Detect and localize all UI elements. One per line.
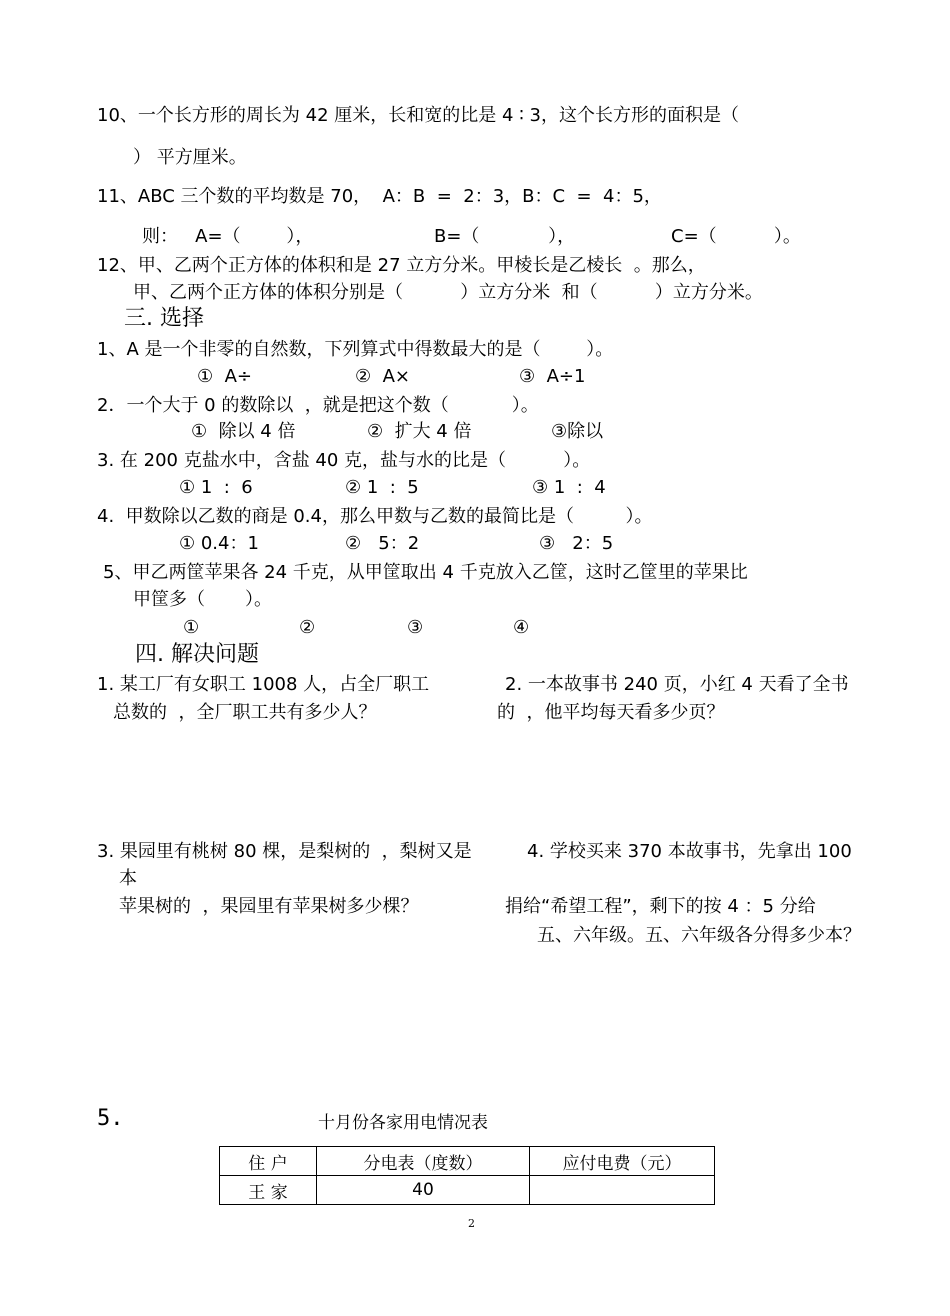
table-header-row [220, 1147, 715, 1176]
s4-p4-line2: 捐给“希望工程”，剩下的按 4 ：5 分给 [505, 896, 816, 917]
header-fee: 应付电费（元） [530, 1147, 715, 1176]
q10-line2: ） 平方厘米。 [133, 147, 247, 168]
s3-q5-option1: ① [183, 617, 200, 638]
s3-q3-option2: ② 1 : 5 [345, 477, 419, 498]
s4-p1-line1: 1. 某工厂有女职工 1008 人，占全厂职工 [97, 674, 430, 695]
s3-q2-option1: ① 除以 4 倍 [191, 421, 296, 442]
s3-q2-option2: ② 扩大 4 倍 [367, 421, 472, 442]
s3-q1-option2: ② A× [355, 366, 410, 387]
s3-q3-option3: ③ 1 : 4 [532, 477, 606, 498]
cell-meter-reading: 40 [317, 1176, 530, 1205]
s4-p4-line1: 4. 学校买来 370 本故事书，先拿出 100 [527, 841, 852, 862]
s3-q2: 2．一个大于 0 的数除以 ，就是把这个数（ ）。 [97, 395, 539, 416]
q11-answer-a: 则： A=（ ）， [142, 226, 314, 247]
s4-p2-line1: 2. 一本故事书 240 页，小红 4 天看了全书 [505, 674, 849, 695]
s4-p3-line3: 苹果树的 ，果园里有苹果树多少棵？ [119, 896, 419, 917]
s3-q4-option1: ① 0.4：1 [179, 533, 259, 554]
s4-p4-line3: 五、六年级。五、六年级各分得多少本？ [537, 925, 861, 946]
q11-line1: 11、ABC 三个数的平均数是 70， A：B = 2：3，B：C = 4：5， [97, 186, 662, 207]
s3-q1-option1: ① A÷ [197, 366, 252, 387]
s3-q3-option1: ① 1 : 6 [179, 477, 253, 498]
table-row [220, 1176, 715, 1205]
section4-heading: 四. 解决问题 [135, 642, 259, 667]
s4-p3-line2: 本 [119, 868, 137, 889]
s4-p2-line2: 的 ，他平均每天看多少页？ [497, 702, 725, 723]
header-meter-reading: 分电表（度数） [317, 1147, 530, 1176]
section3-heading: 三. 选择 [124, 306, 204, 331]
q12-line1: 12、甲、乙两个正方体的体积和是 27 立方分米。甲棱长是乙棱长 。那么， [97, 255, 706, 276]
cell-fee[interactable] [530, 1176, 715, 1205]
electricity-table [219, 1146, 715, 1205]
s3-q4-option3: ③ 2：5 [539, 533, 614, 554]
s3-q5-line1: 5、甲乙两筐苹果各 24 千克，从甲筐取出 4 千克放入乙筐，这时乙筐里的苹果比 [103, 562, 748, 583]
s3-q3: 3. 在 200 克盐水中，含盐 40 克，盐与水的比是（ ）。 [97, 450, 591, 471]
s3-q5-line2: 甲筐多（ ）。 [133, 589, 273, 610]
s3-q5-option2: ② [299, 617, 316, 638]
page-number: 2 [468, 1217, 475, 1230]
s3-q5-option4: ④ [513, 617, 530, 638]
s4-p3-line1: 3. 果园里有桃树 80 棵，是梨树的 ，梨树又是 [97, 841, 472, 862]
q5-number: 5. [97, 1106, 124, 1131]
q12-line2: 甲、乙两个正方体的体积分别是（ ）立方分米 和（ ）立方分米。 [133, 282, 763, 303]
cell-household: 王 家 [220, 1176, 317, 1205]
q11-answer-b: B=（ ）， [434, 226, 576, 247]
table-title: 十月份各家用电情况表 [318, 1113, 488, 1133]
header-household: 住 户 [220, 1147, 317, 1176]
q11-answer-c: C=（ ）。 [671, 226, 801, 247]
s3-q1-option3: ③ A÷1 [519, 366, 586, 387]
s3-q5-option3: ③ [407, 617, 424, 638]
s3-q2-option3: ③除以 [551, 421, 604, 442]
q10-line1: 10、一个长方形的周长为 42 厘米，长和宽的比是 4 ∶ 3，这个长方形的面积是（ [97, 105, 740, 126]
s4-p1-line2: 总数的 ，全厂职工共有多少人？ [113, 702, 377, 723]
s3-q1: 1、A 是一个非零的自然数，下列算式中得数最大的是（ ）。 [97, 339, 614, 360]
s3-q4: 4. 甲数除以乙数的商是 0.4，那么甲数与乙数的最简比是（ ）。 [97, 506, 653, 527]
s3-q4-option2: ② 5：2 [345, 533, 420, 554]
